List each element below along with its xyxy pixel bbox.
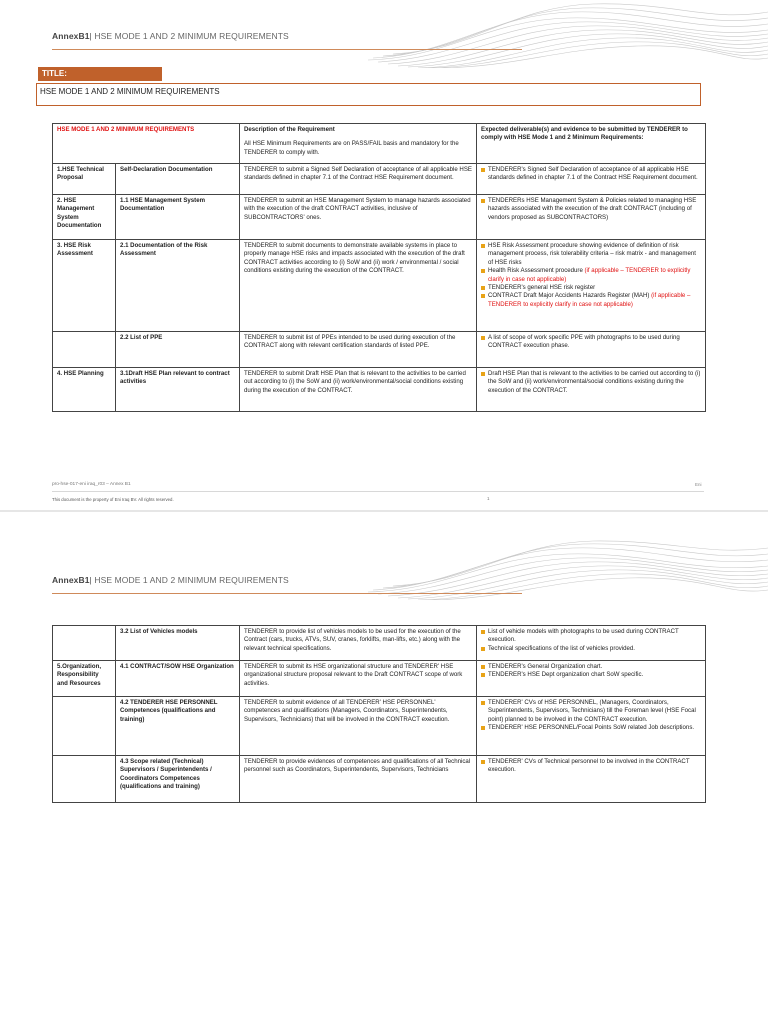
description-cell: TENDERER to submit documents to demonstrate available systems in place to properly manage HSE risks and impacts associated with the execution of the draft CONTRACT activities according to (i) SoW and (ii) work / environmental / social conditions existing during the execution of the CONTRACT. [240,240,477,332]
header-separator: | [89,31,92,41]
description-cell: TENDERER to submit a Signed Self Declaration of acceptance of all applicable HSE standards defined in chapter 7.1 of the Contract HSE Requirement document. [240,164,477,195]
deliverable-cell [477,332,706,368]
requirement-cell: 4. HSE Planning [53,368,116,412]
list-item: TENDERER' CVs of Technical personnel to be involved in the CONTRACT execution. [481,758,701,775]
requirement-cell [53,626,116,661]
list-item: List of vehicle models with photographs to be used during CONTRACT execution. [481,628,701,645]
footer-copyright: This document is the property of Eni Iraq BV. All rights reserved. [52,497,174,502]
table-row [53,661,706,697]
sub-requirement-cell: 1.1 HSE Management System Documentation [116,195,240,240]
annex-label: AnnexB1 [52,575,90,585]
bullet-icon [481,665,485,669]
deliverable-cell [477,697,706,756]
bullet-icon [481,294,485,298]
list-item: Draft HSE Plan that is relevant to the activities to be carried out according to (i) the SoW and (ii) work/environmental/social conditions existing during the execution of the CONTRACT. [481,370,701,395]
list-item: TENDERER's General Organization chart. [481,663,701,671]
footer-doc-code: pro-hse-017-eni iraq_r03 – Annex B1 [52,482,131,487]
header-rule [52,593,522,594]
annex-label: AnnexB1 [52,31,90,41]
bullet-icon [481,168,485,172]
header-title: HSE MODE 1 AND 2 MINIMUM REQUIREMENTS [94,31,289,41]
table-row [53,240,706,332]
description-cell: TENDERER to submit its HSE organizational structure and TENDERER' HSE organizational structure proposal relevant to the Draft CONTRACT scope of work activities. [240,661,477,697]
deliverable-cell [477,195,706,240]
list-item: TENDERERs HSE Management System & Policies related to managing HSE hazards associated with the execution of the draft CONTRACT (including of vendors proposed as SUBCONTRACTORS) [481,197,701,222]
running-header [52,31,289,41]
list-item: TENDERER' HSE PERSONNEL/Focal Points SoW related Job descriptions. [481,724,701,732]
requirements-table-2 [52,625,706,803]
description-cell: TENDERER to submit evidence of all TENDERER' HSE PERSONNEL' competences and qualifications (Managers, Coordinators, Superintendents, Supervisors, Technicians) that will be involved in the CONTRACT execution. [240,697,477,756]
bullet-icon [481,647,485,651]
description-cell: TENDERER to submit an HSE Management System to manage hazards associated with the execution of the draft CONTRACT activities, inclusive of SUBCONTRACTORS' ones. [240,195,477,240]
table-row [53,697,706,756]
title-label: TITLE: [38,67,162,81]
requirement-cell [53,697,116,756]
requirements-table-1 [52,123,706,412]
requirement-cell: 5.Organization, Responsibility and Resources [53,661,116,697]
bullet-icon [481,726,485,730]
list-item: Health Risk Assessment procedure (if applicable – TENDERER to explicitly clarify in case not applicable) [481,267,701,284]
bullet-icon [481,286,485,290]
deliverable-cell [477,164,706,195]
header-cell-deliverables: Expected deliverable(s) and evidence to be submitted by TENDERER to comply with HSE Mode 1 and 2 Minimum Requirements: [477,124,706,164]
table-row [53,368,706,412]
header-cell-requirements: HSE MODE 1 AND 2 MINIMUM REQUIREMENTS [53,124,240,164]
sub-requirement-cell: Self-Declaration Documentation [116,164,240,195]
deliverable-cell [477,368,706,412]
sub-requirement-cell: 4.2 TENDERER HSE PERSONNEL Competences (qualifications and training) [116,697,240,756]
table-row [53,626,706,661]
bullet-icon [481,269,485,273]
table-header-row [53,124,706,164]
bullet-icon [481,760,485,764]
footer-rule [52,491,704,492]
title-value: HSE MODE 1 AND 2 MINIMUM REQUIREMENTS [36,83,701,106]
sub-requirement-cell: 2.1 Documentation of the Risk Assessment [116,240,240,332]
list-item: HSE Risk Assessment procedure showing evidence of definition of risk management process, risk tolerability criteria – risk matrix - and management of HSE risks [481,242,701,267]
sub-requirement-cell: 3.1Draft HSE Plan relevant to contract activities [116,368,240,412]
requirement-cell: 2. HSE Management System Documentation [53,195,116,240]
description-cell: TENDERER to provide evidences of competences and qualifications of all Technical personnel such as Coordinators, Superintendents, Supervisors, Technicians [240,756,477,803]
list-item: TENDERER's HSE Dept organization chart SoW specific. [481,671,701,679]
list-item: TENDERER's general HSE risk register [481,284,701,292]
list-item: TENDERER's Signed Self Declaration of acceptance of all applicable HSE standards defined in chapter 7.1 of the Contract HSE Requirement document. [481,166,701,183]
requirement-cell: 1.HSE Technical Proposal [53,164,116,195]
document-page-2 [0,512,768,1024]
header-cell-description: Description of the Requirement All HSE Minimum Requirements are on PASS/FAIL basis and mandatory for the TENDERER to comply with. [240,124,477,164]
table-row [53,164,706,195]
decorative-wave-graphic [368,540,768,600]
bullet-icon [481,673,485,677]
sub-requirement-cell: 2.2 List of PPE [116,332,240,368]
sub-requirement-cell: 3.2 List of Vehicles models [116,626,240,661]
list-item: TENDERER' CVs of HSE PERSONNEL, (Managers, Coordinators, Superintendents, Supervisors, Technicians) till the Foreman level (HSE Focal point) planned to be involved in the CONTRACT execution. [481,699,701,724]
bullet-icon [481,372,485,376]
sub-requirement-cell: 4.1 CONTRACT/SOW HSE Organization [116,661,240,697]
bullet-icon [481,630,485,634]
bullet-icon [481,244,485,248]
table-row [53,756,706,803]
deliverable-cell [477,240,706,332]
header-title: HSE MODE 1 AND 2 MINIMUM REQUIREMENTS [94,575,289,585]
description-cell: TENDERER to submit Draft HSE Plan that is relevant to the activities to be carried out according to (i) the SoW and (ii) work/environmental/social conditions existing during the execution of the CONTRACT. [240,368,477,412]
bullet-icon [481,199,485,203]
list-item: A list of scope of work specific PPE with photographs to be used during CONTRACT execution phase. [481,334,701,351]
deliverable-cell [477,661,706,697]
list-item: CONTRACT Draft Major Accidents Hazards Register (MAH) (if applicable – TENDERER to explicitly clarify in case not applicable) [481,292,701,309]
bullet-icon [481,336,485,340]
list-item: Technical specifications of the list of vehicles provided. [481,645,701,653]
header-separator: | [89,575,92,585]
deliverable-cell [477,626,706,661]
requirement-cell: 3. HSE Risk Assessment [53,240,116,332]
description-cell: TENDERER to provide list of vehicles models to be used for the execution of the Contract (cars, trucks, ATVs, SUV, cranes, forklifts, man-lifts, etc.) along with the relevant technical specifications. [240,626,477,661]
page-number: 1 [487,496,490,501]
requirement-cell [53,332,116,368]
table-row [53,332,706,368]
sub-requirement-cell: 4.3 Scope related (Technical) Supervisors / Superintendents / Coordinators Competences (qualifications and training) [116,756,240,803]
running-header [52,575,289,585]
requirement-cell [53,756,116,803]
description-cell: TENDERER to submit list of PPEs intended to be used during execution of the CONTRACT along with relevant certification standards of listed PPE. [240,332,477,368]
table-row [53,195,706,240]
bullet-icon [481,701,485,705]
footer-brand: Eni [695,482,702,487]
header-rule [52,49,522,50]
decorative-wave-graphic [368,0,768,68]
deliverable-cell [477,756,706,803]
